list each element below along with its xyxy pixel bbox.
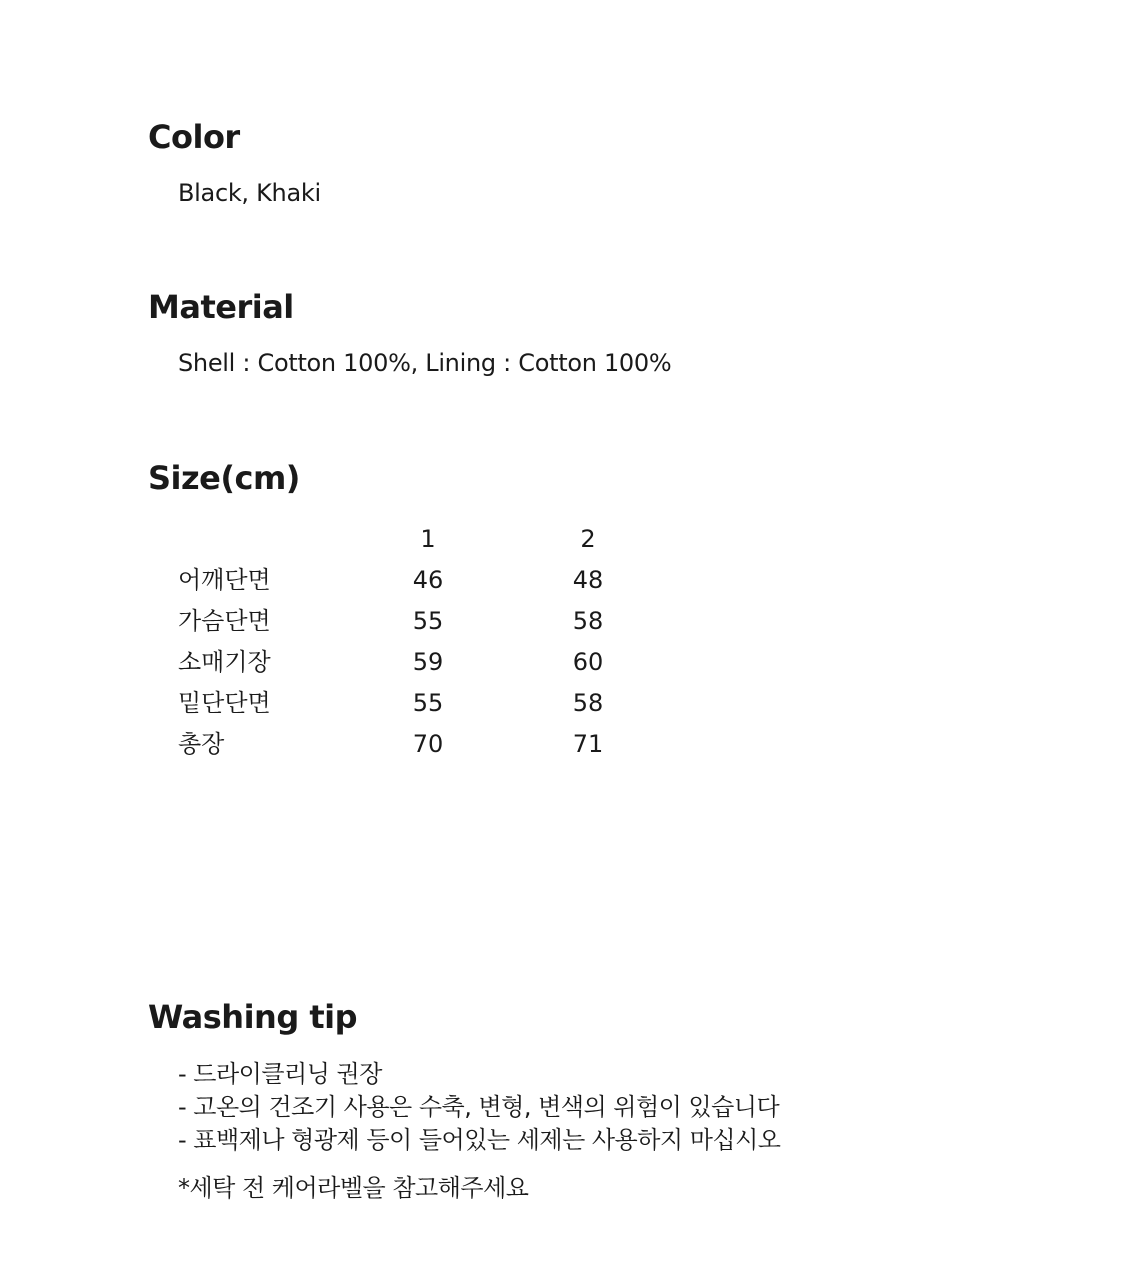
care-label-note: *세탁 전 케어라벨을 참고해주세요 xyxy=(178,1174,529,1202)
washing-tips-list xyxy=(178,1058,780,1157)
measurement-label: 소매기장 xyxy=(178,647,271,676)
washing-heading: Washing tip xyxy=(148,998,358,1036)
list-item: - 표백제나 형광제 등이 들어있는 세제는 사용하지 마십시오 xyxy=(178,1126,781,1154)
measurement-value: 59 xyxy=(412,647,444,676)
measurement-value: 71 xyxy=(572,729,604,758)
measurement-value: 58 xyxy=(572,606,604,635)
measurement-value: 55 xyxy=(412,688,444,717)
list-item: - 고온의 건조기 사용은 수축, 변형, 변색의 위험이 있습니다 xyxy=(178,1093,780,1121)
measurement-value: 60 xyxy=(572,647,604,676)
size-header-row xyxy=(178,518,648,559)
list-item: - 드라이클리닝 권장 xyxy=(178,1060,382,1088)
measurement-value: 55 xyxy=(412,606,444,635)
table-row xyxy=(178,600,648,641)
table-row xyxy=(178,559,648,600)
measurement-label: 어깨단면 xyxy=(178,565,271,594)
size-header-blank xyxy=(178,518,368,559)
measurement-label: 총장 xyxy=(178,729,225,758)
material-value: Shell : Cotton 100%, Lining : Cotton 100% xyxy=(178,349,672,377)
size-column-header: 1 xyxy=(420,524,436,553)
size-table xyxy=(178,518,648,764)
measurement-label: 밑단단면 xyxy=(178,688,271,717)
measurement-value: 48 xyxy=(572,565,604,594)
size-heading: Size(cm) xyxy=(148,459,300,497)
measurement-label: 가슴단면 xyxy=(178,606,271,635)
table-row xyxy=(178,682,648,723)
table-row xyxy=(178,641,648,682)
table-row xyxy=(178,723,648,764)
measurement-value: 58 xyxy=(572,688,604,717)
color-value: Black, Khaki xyxy=(178,179,321,207)
color-heading: Color xyxy=(148,118,240,156)
material-heading: Material xyxy=(148,288,294,326)
measurement-value: 46 xyxy=(412,565,444,594)
size-column-header: 2 xyxy=(580,524,596,553)
measurement-value: 70 xyxy=(412,729,444,758)
